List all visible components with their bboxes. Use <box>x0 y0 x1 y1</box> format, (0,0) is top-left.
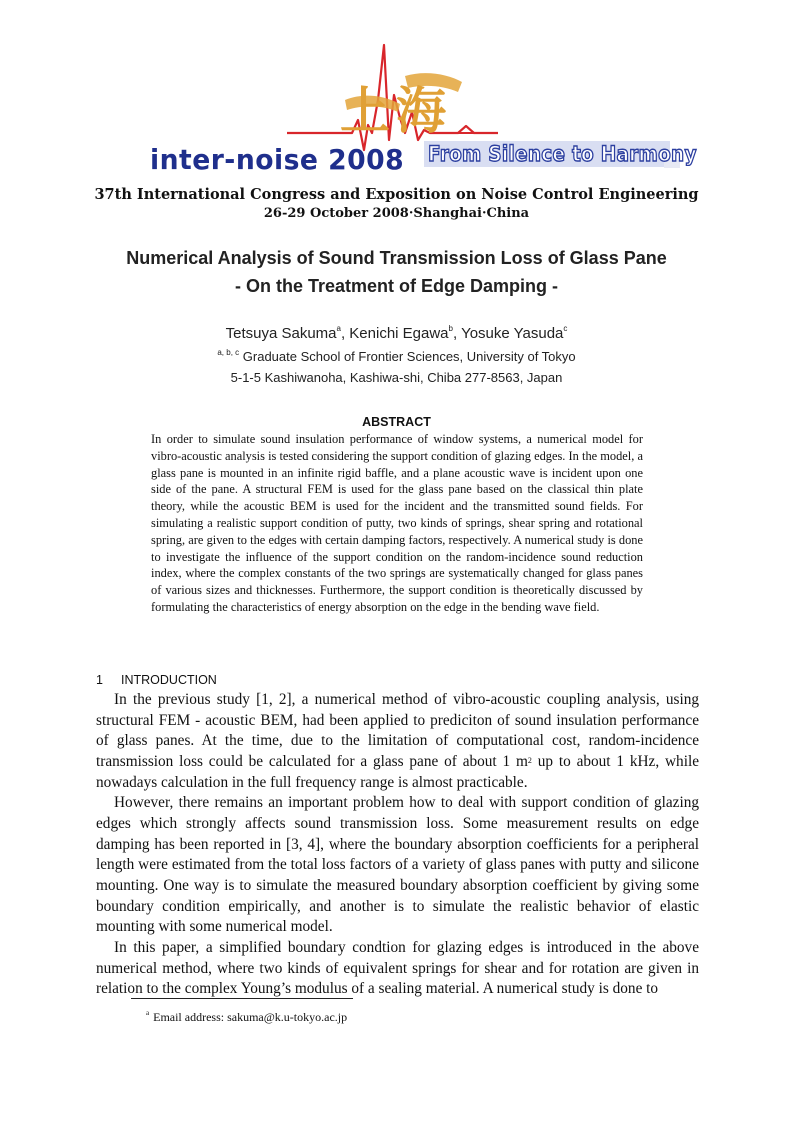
author-name: Kenichi Egawa <box>349 325 449 342</box>
section-body <box>96 690 699 1000</box>
footnote <box>146 1010 347 1025</box>
author-sup: b <box>448 324 453 333</box>
abstract-heading: ABSTRACT <box>362 415 431 429</box>
paper-subtitle: - On the Treatment of Edge Damping - <box>234 276 558 296</box>
superscript: 2 <box>527 755 532 765</box>
slogan: From Silence to Harmony <box>428 142 697 166</box>
author-list: Tetsuya Sakuma$^a$, Kenichi Egawa$^b$, Yosuke Yasuda$^c$ <box>225 324 568 342</box>
author-sup: c <box>563 324 568 333</box>
footnote-text: Email address: sakuma@k.u-tokyo.ac.jp <box>153 1010 348 1024</box>
paragraph: In this paper, a simplified boundary condtion for glazing edges is introduced in the above numerical method, where two kinds of equivalent springs for shear and for rotation are given in relation to the complex Young’s modulus of a sealing material. A numerical study is done to <box>96 938 699 998</box>
paragraph: However, there remains an important problem how to deal with support condition of glazing edges which strongly affects sound transmission loss. Some measurement results on edge damping has been reported in [3, 4], where the boundary absorption coefficients for a peripheral length were estimated from the total loss factors of a variety of glass panes with putty and silicone mounting. One way is to simulate the measured boundary absorption coefficient by giving some boundary condition empirically, and another is to simulate the realistic behavior of elastic mounting with some numerical model. <box>96 794 699 936</box>
paragraph <box>96 690 699 793</box>
congress-name: 37th International Congress and Exposition on Noise Control Engineering <box>94 186 699 203</box>
affiliation <box>0 349 793 364</box>
section-title: INTRODUCTION <box>121 673 217 687</box>
author-name: Tetsuya Sakuma <box>225 325 337 342</box>
affiliation-text: Graduate School of Frontier Sciences, University of Tokyo <box>242 349 576 364</box>
author-sup: a <box>336 324 341 333</box>
conference-banner <box>0 0 793 230</box>
paper-title: Numerical Analysis of Sound Transmission Loss of Glass Pane <box>126 248 667 268</box>
section-heading <box>96 673 217 687</box>
brand-name: inter-noise 2008 <box>150 143 405 176</box>
address: 5-1-5 Kashiwanoha, Kashiwa-shi, Chiba 277-8563, Japan <box>230 370 563 385</box>
paragraph-text: up to about 1 kHz, while nowadays calculation in the full frequency range is almost practicable. <box>96 752 699 791</box>
affiliation-sup: a, b, c <box>217 348 240 357</box>
conference-dates: 26-29 October 2008·Shanghai·China <box>263 206 530 221</box>
section-number: 1 <box>96 673 103 687</box>
abstract-text: In order to simulate sound insulation performance of window systems, a numerical model for vibro-acoustic analysis is tested considering the support condition of glazing edges. In the model, a glass pane is mounted in an infinite rigid baffle, and a plane acoustic wave is incident upon one side of the pane. A structural FEM is used for the glass pane based on the classical thin plate theory, while the acoustic BEM is used for the incident and the transmitted sound fields. For simulating a realistic support condition of putty, two kinds of springs, shear spring and rotational spring, are given to the edges with certain damping factors, respectively. A numerical study is done to investigate the influence of the support condition on the random-incidence sound reduction index, where the complex constants of the two springs are systematically changed for glass panes of various sizes and thicknesses. Furthermore, the support condition is theoretically discussed by formulating the characteristics of energy absorption on the edge in the bending wave field. <box>151 432 643 614</box>
paragraph-text: In the previous study [1, 2], a numerical method of vibro-acoustic coupling analysis, using structural FEM - acoustic BEM, had been applied to prediciton of sound insulation performance of glass panes. At the time, due to the limitation of computational cost, random-incidence transmission loss could be calculated for a glass pane of about 1 m <box>96 691 699 770</box>
footnote-sup: a <box>146 1009 150 1017</box>
footnote-rule <box>131 998 353 999</box>
chinese-mark: 上海 <box>340 82 452 140</box>
author-name: Yosuke Yasuda <box>461 325 564 342</box>
